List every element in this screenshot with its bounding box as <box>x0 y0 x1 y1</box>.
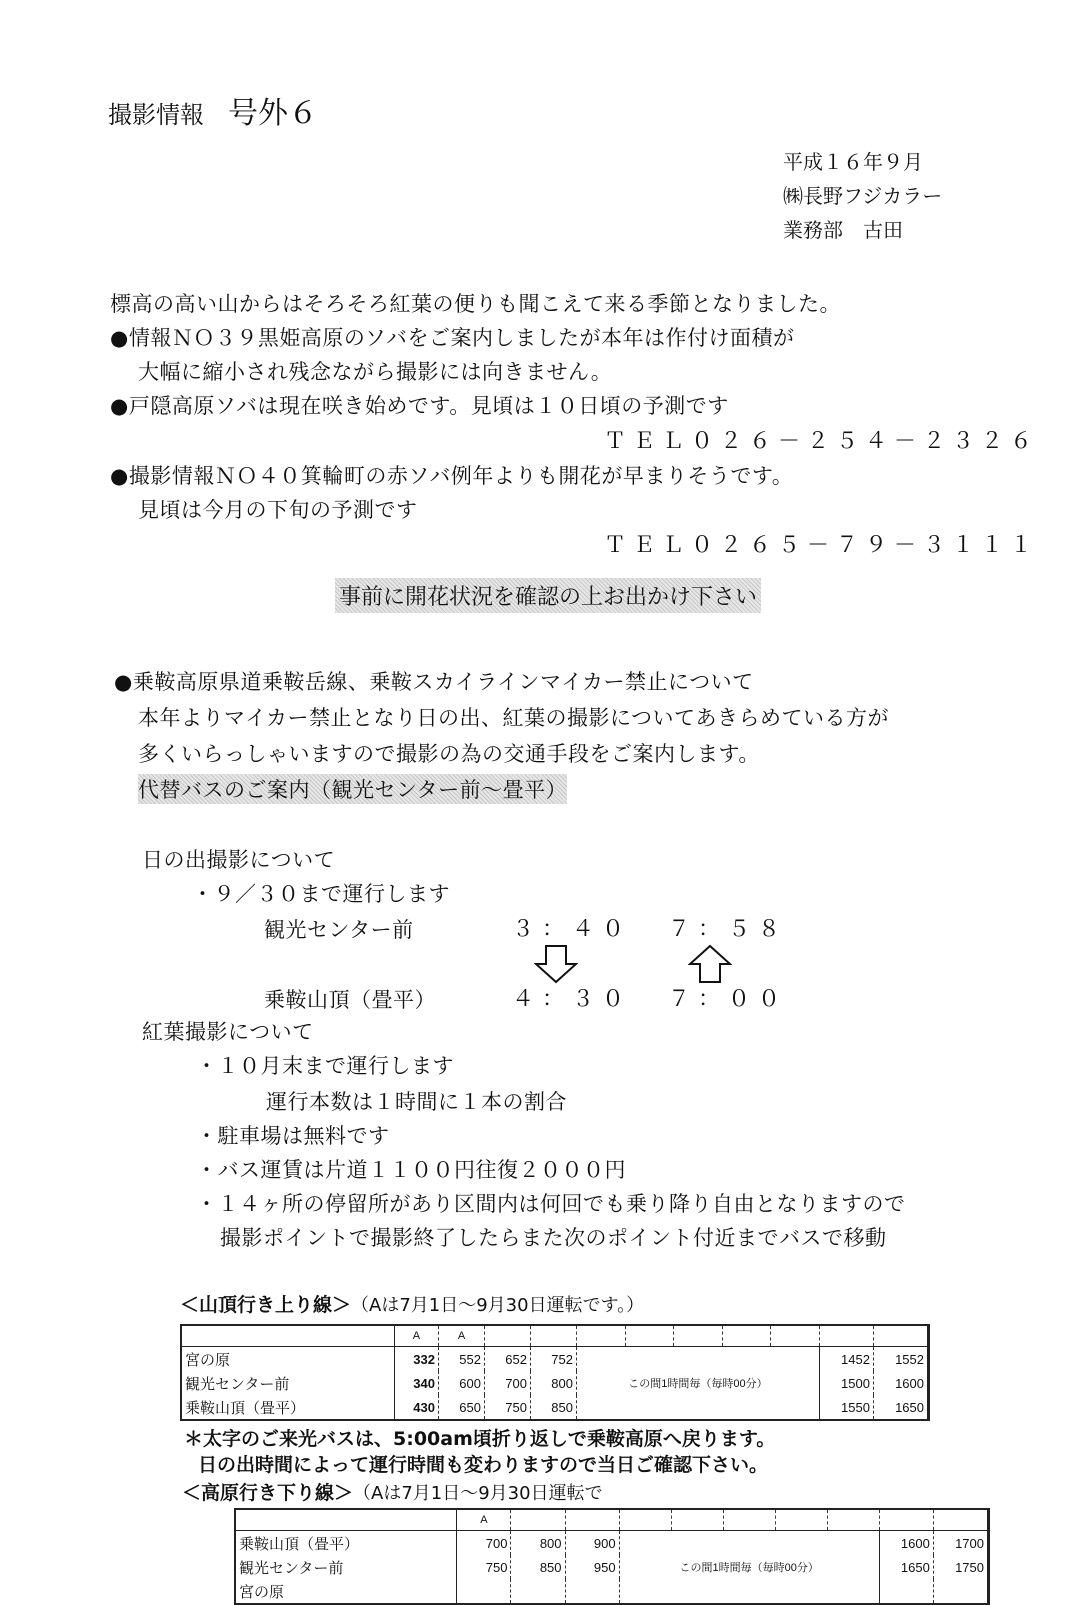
table-header-row <box>235 1509 989 1531</box>
time-cell: 332 <box>394 1347 438 1372</box>
sunrise-center-departure: ３：４０ <box>512 917 633 942</box>
bullet-norikura-line3: 多くいらっしゃいますので撮影の為の交通手段をご案内します。 <box>138 742 760 766</box>
time-cell: 1600 <box>879 1531 933 1556</box>
time-cell <box>457 1579 511 1604</box>
bullet-kurohime-line1: ●情報ＮＯ３９黒姫高原のソバをご案内しましたが本年は作付け面積が <box>110 326 795 350</box>
bullet-togakushi-line1: ●戸隠高原ソバは現在咲き始めです。見頃は１０日頃の予測です <box>110 394 729 418</box>
confirm-banner: 事前に開花状況を確認の上お出かけ下さい <box>335 578 761 613</box>
downbound-table-title <box>182 1478 603 1505</box>
autumn-item-stops-line1: ・１４ヶ所の停留所があり区間内は何回でも乗り降り自由となりますので <box>196 1192 906 1216</box>
time-cell: 650 <box>439 1395 485 1420</box>
upbound-timetable <box>180 1324 930 1421</box>
time-cell: 750 <box>457 1555 511 1579</box>
time-cell: 700 <box>457 1531 511 1556</box>
time-cell: 340 <box>394 1371 438 1395</box>
column-a-marker: A <box>394 1325 438 1347</box>
time-cell: 950 <box>565 1555 619 1579</box>
stop-name: 宮の原 <box>235 1579 457 1604</box>
time-cell: 800 <box>511 1531 565 1556</box>
stop-name: 観光センター前 <box>181 1371 394 1395</box>
autumn-item-frequency: 運行本数は１時間に１本の割合 <box>266 1090 567 1114</box>
time-cell: 850 <box>511 1555 565 1579</box>
department-author: 業務部 古田 <box>783 218 903 242</box>
sunrise-run-period: ・９／３０まで運行します <box>192 882 450 906</box>
time-cell: 1550 <box>819 1395 873 1420</box>
time-cell <box>879 1579 933 1604</box>
bullet-norikura-line1: ●乗鞍高原県道乗鞍岳線、乗鞍スカイラインマイカー禁止について <box>114 670 754 694</box>
time-cell: 850 <box>531 1395 577 1420</box>
bullet-kurohime-line2: 大幅に縮小され残念ながら撮影には向きません。 <box>138 360 613 384</box>
time-cell <box>565 1579 619 1604</box>
time-cell: 1600 <box>873 1371 928 1395</box>
bullet-norikura-line4: 代替バスのご案内（観光センター前～畳平） <box>138 774 567 804</box>
upbound-subtitle: （Aは7月1日～9月30日運転です。） <box>351 1295 645 1316</box>
time-cell <box>933 1579 988 1604</box>
time-cell: 1750 <box>933 1555 988 1579</box>
bullet-minowa-line1: ●撮影情報ＮＯ４０箕輪町の赤ソバ例年よりも開花が早まりそうです。 <box>110 464 794 488</box>
upbound-note-line2: 日の出時間によって運行時間も変わりますので当日ご確認下さい。 <box>198 1454 769 1476</box>
table-row <box>235 1531 989 1556</box>
upbound-title-text: ＜山頂行き上り線＞ <box>180 1294 352 1316</box>
downbound-timetable <box>234 1508 990 1605</box>
autumn-item-parking: ・駐車場は無料です <box>196 1124 390 1148</box>
sunrise-summit-departure: ７：００ <box>668 987 789 1012</box>
bullet-norikura-line2: 本年よりマイカー禁止となり日の出、紅葉の撮影についてあきらめている方が <box>138 706 890 730</box>
time-cell: 1452 <box>819 1347 873 1372</box>
time-cell: 1552 <box>873 1347 928 1372</box>
time-cell: 800 <box>531 1371 577 1395</box>
bullet-minowa-line2: 見頃は今月の下旬の予測です <box>138 498 418 522</box>
upbound-note-line1: ＊太字のご来光バスは、5:00am頃折り返しで乗鞍高原へ戻ります。 <box>184 1428 776 1450</box>
document-title <box>108 88 318 132</box>
autumn-item-stops-line2: 撮影ポイントで撮影終了したらまた次のポイント付近までバスで移動 <box>220 1226 887 1250</box>
hourly-interval-note: この間1時間毎（毎時00分） <box>619 1531 879 1605</box>
autumn-heading: 紅葉撮影について <box>142 1020 314 1044</box>
stop-name: 宮の原 <box>181 1347 394 1372</box>
issue-date: 平成１６年９月 <box>783 150 923 174</box>
time-cell: 552 <box>439 1347 485 1372</box>
sunrise-stop-center: 観光センター前 <box>264 918 414 942</box>
stop-name: 乗鞍山頂（畳平） <box>235 1531 457 1556</box>
stop-name: 乗鞍山頂（畳平） <box>181 1395 394 1420</box>
autumn-item-fare: ・バス運賃は片道１１００円往復２０００円 <box>196 1158 626 1182</box>
table-header-row <box>181 1325 929 1347</box>
up-arrow-icon <box>688 944 732 984</box>
time-cell <box>511 1579 565 1604</box>
time-cell: 700 <box>485 1371 531 1395</box>
downbound-title-text: ＜高原行き下り線＞ <box>182 1482 354 1504</box>
time-cell: 1650 <box>873 1395 928 1420</box>
hourly-interval-note: この間1時間毎（毎時00分） <box>577 1347 820 1421</box>
sunrise-heading: 日の出撮影について <box>142 848 336 872</box>
sunrise-summit-arrival: ４：３０ <box>512 987 633 1012</box>
table-row <box>181 1347 929 1372</box>
sunrise-center-arrival: ７：５８ <box>668 917 789 942</box>
stop-name: 観光センター前 <box>235 1555 457 1579</box>
autumn-item-period: ・１０月末まで運行します <box>196 1054 454 1078</box>
time-cell: 1500 <box>819 1371 873 1395</box>
time-cell: 1700 <box>933 1531 988 1556</box>
time-cell: 430 <box>394 1395 438 1420</box>
title-text: 撮影情報 <box>108 101 204 129</box>
time-cell: 652 <box>485 1347 531 1372</box>
time-cell: 600 <box>439 1371 485 1395</box>
time-cell: 900 <box>565 1531 619 1556</box>
column-a-marker: A <box>439 1325 485 1347</box>
company-name: ㈱長野フジカラー <box>783 184 943 208</box>
intro-text: 標高の高い山からはそろそろ紅葉の便りも聞こえて来る季節となりました。 <box>110 292 841 316</box>
togakushi-phone: ＴＥＬ０２６－２５４－２３２６ <box>604 429 1040 454</box>
column-a-marker: A <box>457 1509 511 1531</box>
time-cell: 752 <box>531 1347 577 1372</box>
time-cell: 750 <box>485 1395 531 1420</box>
issue-number: 号外６ <box>228 96 318 131</box>
time-cell: 1650 <box>879 1555 933 1579</box>
downbound-subtitle: （Aは7月1日～9月30日運転で <box>353 1483 603 1504</box>
down-arrow-icon <box>534 944 578 984</box>
upbound-table-title <box>180 1290 644 1317</box>
sunrise-stop-summit: 乗鞍山頂（畳平） <box>264 988 436 1012</box>
minowa-phone: ＴＥＬ０２６５－７９－３１１１ <box>604 533 1040 558</box>
